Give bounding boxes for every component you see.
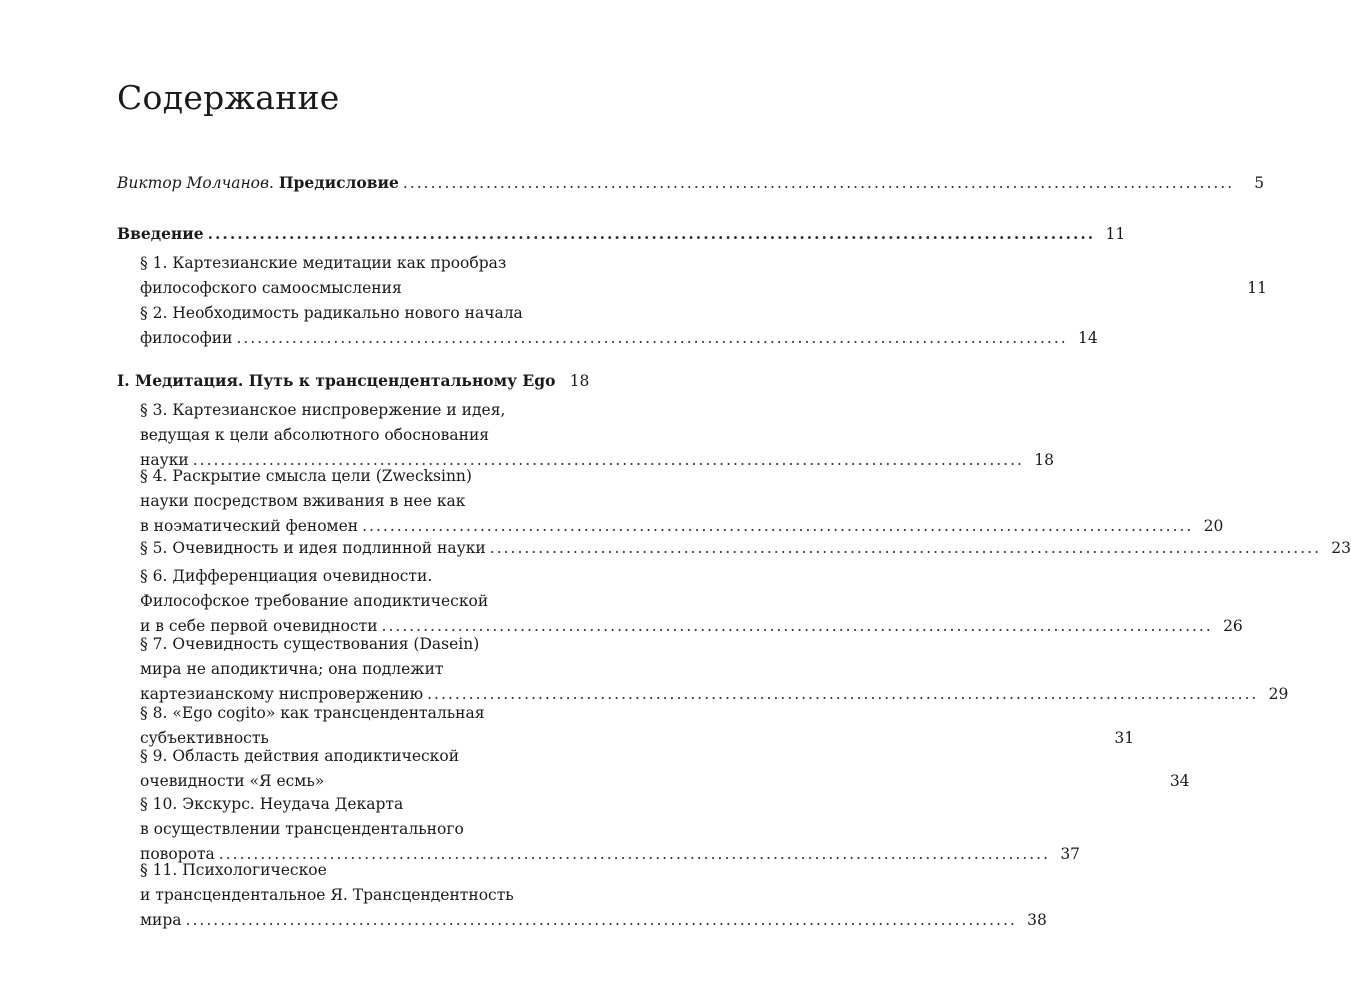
entry-title: Введение [117, 224, 204, 243]
page-number: 23 [1331, 539, 1351, 557]
entry-line: § 10. Экскурс. Неудача Декарта [140, 795, 404, 813]
toc-entry-preface[interactable] [117, 170, 1265, 196]
entry-line: мира не аподиктична; она подлежит [140, 660, 444, 678]
toc-entry-section-10[interactable] [140, 792, 1081, 867]
entry-title: Предисловие [278, 173, 399, 192]
entry-separator: . [269, 174, 274, 192]
entry-line: поворота [140, 845, 215, 863]
page-number: 11 [1105, 225, 1126, 243]
entry-line: и трансцендентальное Я. Трансцендентность [140, 886, 514, 904]
dot-leader: ........................................................................................................................ [402, 174, 1235, 192]
entry-line: картезианскому ниспровержению [140, 685, 424, 703]
entry-line: § 9. Область действия аподиктической [140, 747, 460, 765]
page-number: 14 [1077, 329, 1098, 347]
toc-entry-section-7[interactable] [140, 632, 1289, 707]
toc-entry-section-11[interactable] [140, 858, 1047, 933]
toc-entry-section-5[interactable] [140, 536, 1351, 561]
entry-line: науки посредством вживания в нее как [140, 492, 466, 510]
toc-entry-section-3[interactable] [140, 398, 1054, 473]
entry-line: § 2. Необходимость радикально нового начала [140, 304, 523, 322]
entry-line: субъективность [140, 729, 269, 747]
entry-author: Виктор Молчанов [117, 174, 270, 192]
toc-entry-introduction[interactable] [117, 221, 1126, 247]
dot-leader: ........................................................................................................................ [236, 329, 1068, 347]
toc-entry-section-4[interactable] [140, 464, 1224, 539]
entry-line: в осуществлении трансцендентального [140, 820, 464, 838]
entry-line: § 8. «Ego cogito» как трансцендентальная [140, 704, 485, 722]
entry-title: I. Медитация. Путь к трансцендентальному Ego [117, 371, 556, 390]
entry-line: и в себе первой очевидности [140, 617, 378, 635]
toc-entry-meditation-1[interactable] [117, 368, 590, 394]
entry-line: ведущая к цели абсолютного обоснования [140, 426, 490, 444]
dot-leader: ........................................................................................................................ [185, 911, 1017, 929]
page-number: 31 [1114, 729, 1135, 747]
toc-entry-section-1[interactable] [140, 251, 1267, 301]
entry-line: философии [140, 329, 233, 347]
dot-leader: ........................................................................................................................ [427, 685, 1259, 703]
entry-line: мира [140, 911, 182, 929]
entry-line: науки [140, 451, 189, 469]
dot-leader: ........................................................................................................................ [218, 845, 1051, 863]
entry-line: § 7. Очевидность существования (Dasein) [140, 635, 480, 653]
dot-leader: ........................................................................................................................ [362, 517, 1194, 535]
entry-line: § 6. Дифференциация очевидности. [140, 567, 433, 585]
toc-entry-section-2[interactable] [140, 301, 1098, 351]
page-number: 37 [1060, 845, 1081, 863]
page-number: 38 [1027, 911, 1047, 929]
page-number: 20 [1203, 517, 1224, 535]
page-number: 18 [569, 372, 590, 390]
entry-line: философского самоосмысления [140, 279, 402, 297]
dot-leader: ........................................................................................................................ [192, 451, 1024, 469]
dot-leader: ........................................................................................................................ [381, 617, 1213, 635]
entry-line: § 1. Картезианские медитации как прообраз [140, 254, 507, 272]
entry-line: § 3. Картезианское ниспровержение и идея, [140, 401, 506, 419]
entry-line: § 4. Раскрытие смысла цели (Zwecksinn) [140, 467, 472, 485]
entry-line: очевидности «Я есмь» [140, 772, 325, 790]
page-number: 11 [1247, 279, 1267, 297]
page-number: 34 [1169, 772, 1190, 790]
entry-line: в ноэматический феномен [140, 517, 359, 535]
dot-leader: ........................................................................................................................ [207, 224, 1096, 243]
page-number: 26 [1223, 617, 1243, 635]
page-number: 29 [1268, 685, 1289, 703]
page-number: 5 [1254, 174, 1265, 192]
entry-line: § 11. Психологическое [140, 861, 327, 879]
page-title: Содержание [117, 78, 340, 117]
entry-line: § 5. Очевидность и идея подлинной науки [140, 539, 486, 557]
entry-line: Философское требование аподиктической [140, 592, 489, 610]
toc-entry-section-6[interactable] [140, 564, 1243, 639]
toc-entry-section-9[interactable] [140, 744, 1190, 794]
dot-leader: ........................................................................................................................ [489, 539, 1322, 557]
page-number: 18 [1034, 451, 1054, 469]
